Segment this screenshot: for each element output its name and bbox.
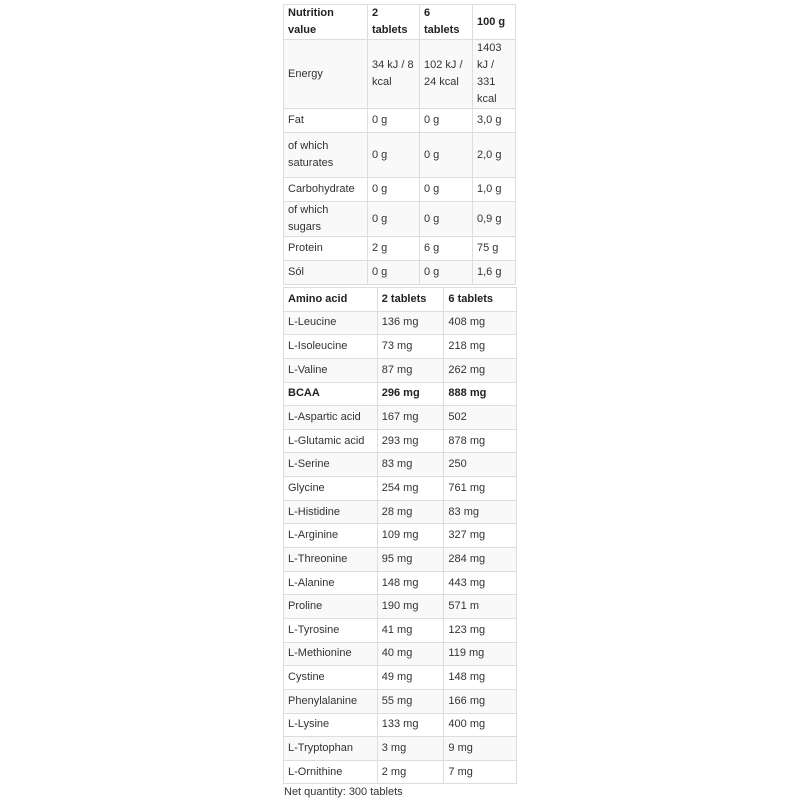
amino-row	[284, 595, 517, 619]
nutrition-header-row	[284, 5, 516, 40]
amino-row	[284, 429, 517, 453]
amino-row	[284, 571, 517, 595]
nutrition-value-cell: 1,6 g	[473, 261, 516, 285]
nutrition-value-cell: 0 g	[368, 178, 420, 202]
amino-row	[284, 358, 517, 382]
nutrition-label-cell: Protein	[284, 237, 368, 261]
amino-value-cell: 250	[444, 453, 517, 477]
nutrition-value-cell: 75 g	[473, 237, 516, 261]
amino-value-cell: 83 mg	[377, 453, 444, 477]
amino-value-cell: 95 mg	[377, 548, 444, 572]
amino-value-cell: 136 mg	[377, 311, 444, 335]
amino-value-cell: 148 mg	[377, 571, 444, 595]
amino-label-cell: L-Histidine	[284, 500, 378, 524]
amino-value-cell: 888 mg	[444, 382, 517, 406]
nutrition-header-cell: Nutrition value	[284, 5, 368, 40]
nutrition-value-cell: 1,0 g	[473, 178, 516, 202]
amino-value-cell: 878 mg	[444, 429, 517, 453]
amino-label-cell: L-Lysine	[284, 713, 378, 737]
amino-value-cell: 167 mg	[377, 406, 444, 430]
nutrition-label-cell: of which saturates	[284, 133, 368, 178]
amino-value-cell: 73 mg	[377, 335, 444, 359]
amino-row	[284, 311, 517, 335]
amino-value-cell: 293 mg	[377, 429, 444, 453]
amino-row	[284, 477, 517, 501]
amino-value-cell: 408 mg	[444, 311, 517, 335]
amino-row	[284, 737, 517, 761]
nutrition-header-cell: 6 tablets	[420, 5, 473, 40]
amino-label-cell: Cystine	[284, 666, 378, 690]
amino-label-cell: L-Isoleucine	[284, 335, 378, 359]
amino-row	[284, 642, 517, 666]
amino-label-cell: L-Serine	[284, 453, 378, 477]
nutrition-value-cell: 0 g	[420, 109, 473, 133]
nutrition-row	[284, 261, 516, 285]
nutrition-label-cell: Sól	[284, 261, 368, 285]
amino-row	[284, 760, 517, 784]
amino-value-cell: 190 mg	[377, 595, 444, 619]
amino-value-cell: 296 mg	[377, 382, 444, 406]
amino-label-cell: L-Arginine	[284, 524, 378, 548]
amino-row	[284, 500, 517, 524]
amino-value-cell: 49 mg	[377, 666, 444, 690]
amino-value-cell: 123 mg	[444, 618, 517, 642]
amino-row	[284, 548, 517, 572]
nutrition-value-cell: 34 kJ / 8 kcal	[368, 40, 420, 109]
amino-value-cell: 284 mg	[444, 548, 517, 572]
amino-value-cell: 3 mg	[377, 737, 444, 761]
amino-header-cell: Amino acid	[284, 288, 378, 312]
nutrition-value-cell: 0 g	[368, 133, 420, 178]
nutrition-value-cell: 1403 kJ / 331 kcal	[473, 40, 516, 109]
amino-value-cell: 55 mg	[377, 689, 444, 713]
amino-row	[284, 618, 517, 642]
nutrition-value-cell: 2 g	[368, 237, 420, 261]
amino-value-cell: 109 mg	[377, 524, 444, 548]
amino-header-row	[284, 288, 517, 312]
nutrition-label-cell: Carbohydrate	[284, 178, 368, 202]
amino-row	[284, 382, 517, 406]
amino-value-cell: 87 mg	[377, 358, 444, 382]
nutrition-row	[284, 202, 516, 237]
amino-value-cell: 2 mg	[377, 760, 444, 784]
amino-label-cell: L-Valine	[284, 358, 378, 382]
nutrition-row	[284, 109, 516, 133]
nutrition-label-cell: of which sugars	[284, 202, 368, 237]
amino-label-cell: L-Tyrosine	[284, 618, 378, 642]
amino-value-cell: 40 mg	[377, 642, 444, 666]
nutrition-table	[283, 4, 516, 285]
nutrition-header-cell: 100 g	[473, 5, 516, 40]
amino-value-cell: 83 mg	[444, 500, 517, 524]
nutrition-value-cell: 0 g	[420, 133, 473, 178]
amino-value-cell: 119 mg	[444, 642, 517, 666]
amino-value-cell: 9 mg	[444, 737, 517, 761]
net-quantity-note: Net quantity: 300 tablets	[284, 786, 403, 798]
amino-value-cell: 7 mg	[444, 760, 517, 784]
amino-value-cell: 166 mg	[444, 689, 517, 713]
amino-row	[284, 689, 517, 713]
amino-value-cell: 502	[444, 406, 517, 430]
amino-label-cell: L-Leucine	[284, 311, 378, 335]
amino-row	[284, 335, 517, 359]
amino-value-cell: 571 m	[444, 595, 517, 619]
amino-label-cell: L-Ornithine	[284, 760, 378, 784]
nutrition-value-cell: 0 g	[368, 261, 420, 285]
amino-label-cell: L-Alanine	[284, 571, 378, 595]
nutrition-value-cell: 0 g	[368, 202, 420, 237]
nutrition-value-cell: 3,0 g	[473, 109, 516, 133]
amino-acid-table	[283, 287, 517, 784]
nutrition-value-cell: 0 g	[368, 109, 420, 133]
nutrition-value-cell: 2,0 g	[473, 133, 516, 178]
nutrition-row	[284, 133, 516, 178]
amino-header-cell: 2 tablets	[377, 288, 444, 312]
amino-label-cell: L-Aspartic acid	[284, 406, 378, 430]
amino-row	[284, 453, 517, 477]
nutrition-value-cell: 0 g	[420, 178, 473, 202]
amino-label-cell: L-Tryptophan	[284, 737, 378, 761]
amino-label-cell: L-Methionine	[284, 642, 378, 666]
amino-value-cell: 148 mg	[444, 666, 517, 690]
amino-label-cell: Proline	[284, 595, 378, 619]
amino-value-cell: 400 mg	[444, 713, 517, 737]
amino-value-cell: 254 mg	[377, 477, 444, 501]
nutrition-value-cell: 0 g	[420, 202, 473, 237]
nutrition-row	[284, 40, 516, 109]
amino-value-cell: 41 mg	[377, 618, 444, 642]
nutrition-label-cell: Fat	[284, 109, 368, 133]
amino-value-cell: 262 mg	[444, 358, 517, 382]
nutrition-value-cell: 0 g	[420, 261, 473, 285]
amino-row	[284, 666, 517, 690]
nutrition-value-cell: 102 kJ / 24 kcal	[420, 40, 473, 109]
amino-row	[284, 713, 517, 737]
amino-value-cell: 443 mg	[444, 571, 517, 595]
amino-value-cell: 327 mg	[444, 524, 517, 548]
amino-value-cell: 218 mg	[444, 335, 517, 359]
nutrition-label-cell: Energy	[284, 40, 368, 109]
nutrition-header-cell: 2 tablets	[368, 5, 420, 40]
amino-value-cell: 28 mg	[377, 500, 444, 524]
amino-label-cell: L-Threonine	[284, 548, 378, 572]
amino-value-cell: 761 mg	[444, 477, 517, 501]
amino-label-cell: Phenylalanine	[284, 689, 378, 713]
amino-row	[284, 524, 517, 548]
nutrition-value-cell: 0,9 g	[473, 202, 516, 237]
amino-header-cell: 6 tablets	[444, 288, 517, 312]
amino-label-cell: L-Glutamic acid	[284, 429, 378, 453]
amino-value-cell: 133 mg	[377, 713, 444, 737]
nutrition-row	[284, 178, 516, 202]
amino-row	[284, 406, 517, 430]
nutrition-value-cell: 6 g	[420, 237, 473, 261]
amino-label-cell: Glycine	[284, 477, 378, 501]
nutrition-row	[284, 237, 516, 261]
amino-label-cell: BCAA	[284, 382, 378, 406]
